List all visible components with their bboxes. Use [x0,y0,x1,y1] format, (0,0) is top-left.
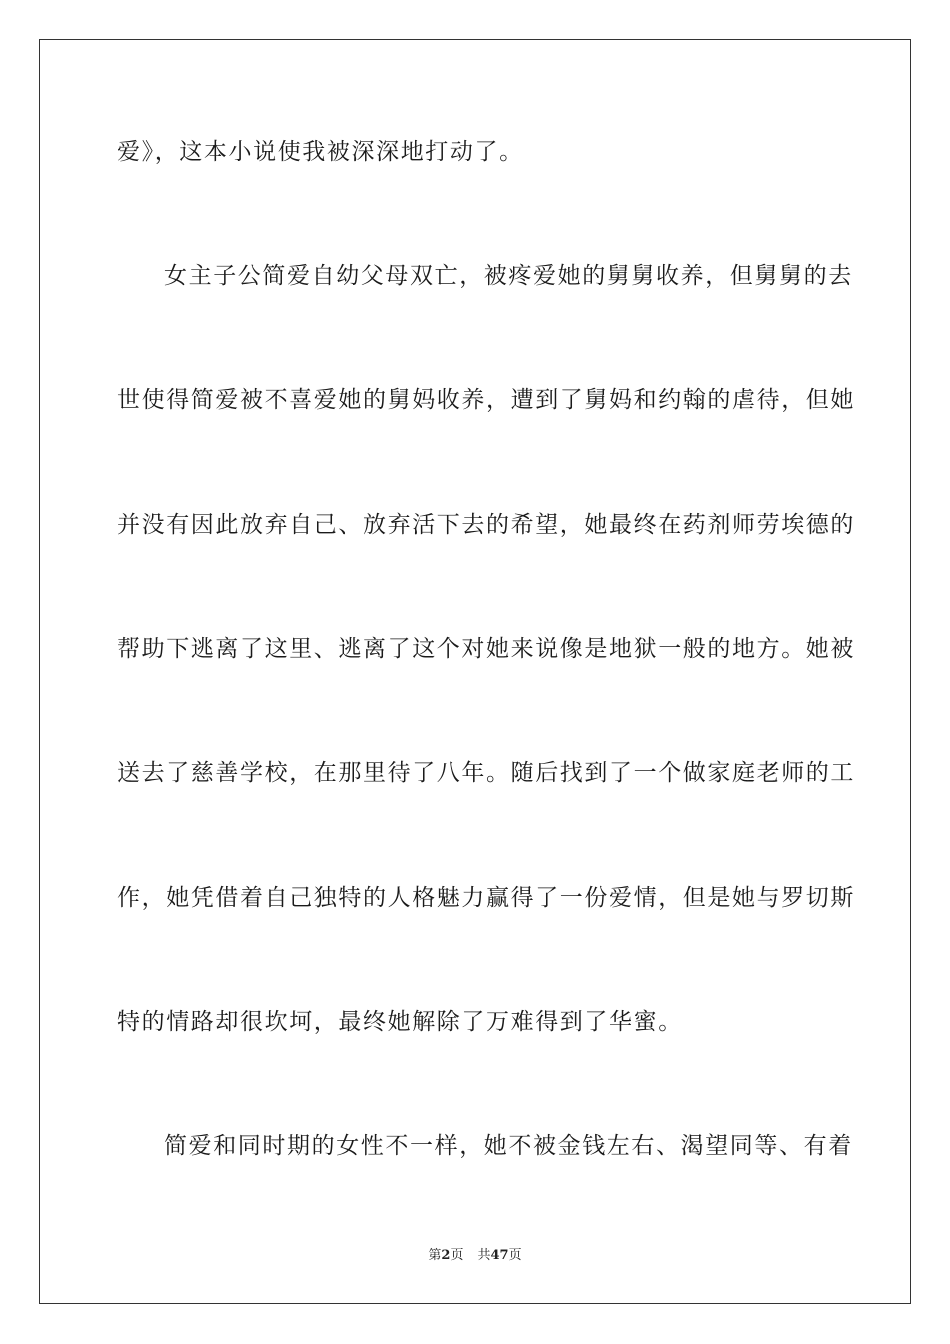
total-label-prefix: 共 [477,1248,491,1263]
text-line: 世使得简爱被不喜爱她的舅妈收养，遭到了舅妈和约翰的虐待，但她 [117,387,855,413]
text-line: 作，她凭借着自己独特的人格魅力赢得了一份爱情，但是她与罗切斯 [117,885,855,911]
total-pages-number: 47 [490,1248,509,1263]
page-border [39,39,911,1304]
paragraph-start-line: 简爱和同时期的女性不一样，她不被金钱左右、渴望同等、有着 [164,1133,853,1159]
total-label-suffix: 页 [508,1248,522,1263]
text-line: 爱》，这本小说使我被深深地打动了。 [117,139,524,165]
text-line: 帮助下逃离了这里、逃离了这个对她来说像是地狱一般的地方。她被 [117,636,855,662]
page-label-prefix: 第 [428,1248,442,1263]
page-label-suffix: 页 [450,1248,464,1263]
text-line: 送去了慈善学校，在那里待了八年。随后找到了一个做家庭老师的工 [117,760,855,786]
paragraph-start-line: 女主子公简爱自幼父母双亡，被疼爱她的舅舅收养，但舅舅的去 [164,263,853,289]
page-footer [0,1247,950,1265]
current-page-number: 2 [441,1248,451,1263]
text-line: 并没有因此放弃自己、放弃活下去的希望，她最终在药剂师劳埃德的 [117,512,855,538]
text-line: 特的情路却很坎坷，最终她解除了万难得到了华蜜。 [117,1009,683,1035]
